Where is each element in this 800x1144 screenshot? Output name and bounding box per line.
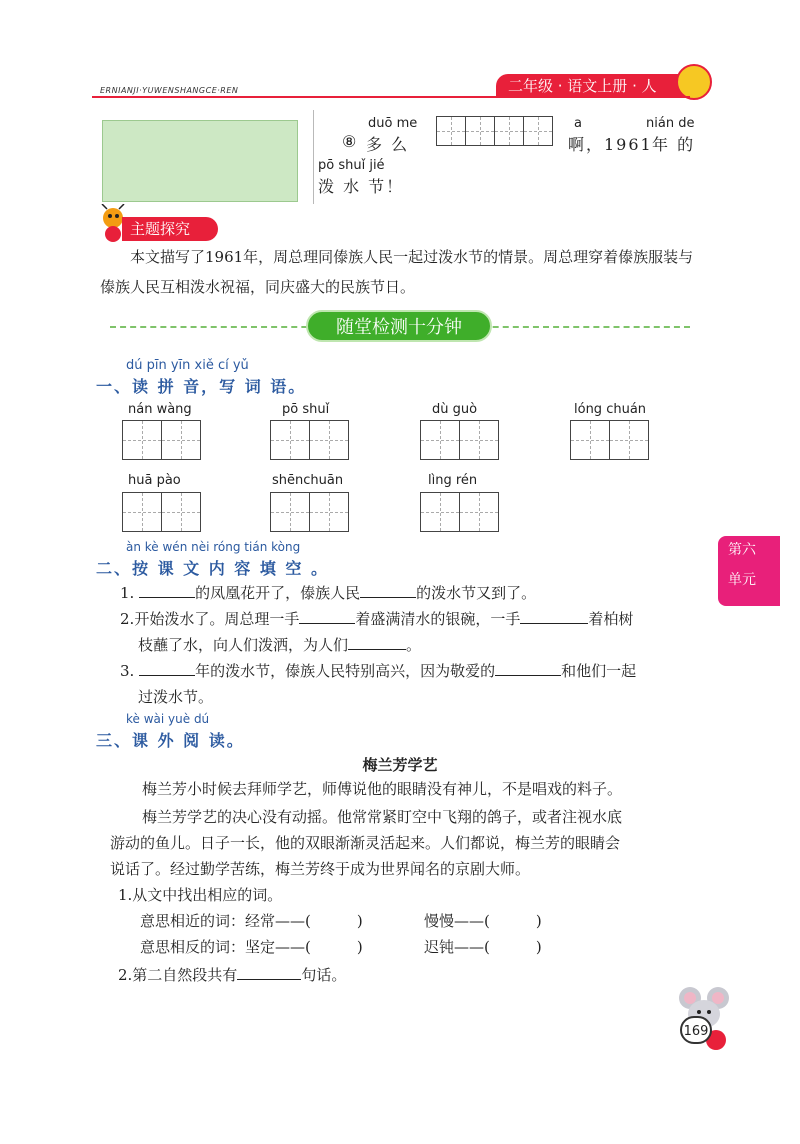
word-grid[interactable]: [570, 420, 648, 460]
q2-title: 二、按 课 文 内 容 填 空 。: [96, 559, 329, 578]
header-rule: [92, 96, 690, 98]
pinyin-niande: nián de: [646, 116, 695, 131]
slow-word-row: 慢慢——( ): [424, 912, 542, 930]
fill-blank[interactable]: [520, 609, 588, 624]
word-grid[interactable]: [122, 492, 200, 532]
ten-minute-banner: [110, 310, 690, 344]
word-pinyin: shēnchuān: [272, 473, 344, 488]
grid-cell[interactable]: [523, 116, 553, 146]
pinyin-a: a: [574, 116, 582, 131]
illustration-placeholder: [102, 120, 298, 202]
theme-text: 本文描写了1961年，周总理同傣族人民一起过泼水节的情景。周总理穿着傣族服装与傣族人民互相泼水祝福，同庆盛大的民族节日。: [100, 248, 694, 296]
divider: [313, 110, 314, 204]
article-paragraph: 梅兰芳学艺的决心没有动摇。他常常紧盯空中飞翔的鸽子，或者注视水底: [142, 808, 623, 826]
q1-pinyin: dú pīn yīn xiě cí yǔ: [126, 358, 249, 373]
q2-item-3-line2: 过泼水节。: [138, 688, 214, 706]
grid-cell[interactable]: [465, 116, 495, 146]
word-pinyin: lìng rén: [428, 473, 478, 488]
fill-blank[interactable]: [299, 609, 355, 624]
q2-item-1: 1. 的凤凰花开了，傣族人民 的泼水节又到了。: [120, 584, 537, 602]
item8-char-a: 啊，1961: [568, 135, 653, 154]
similar-words-row: 意思相近的词：经常——( ): [140, 912, 363, 930]
grade-tab: 二年级 · 语文上册 · 人: [496, 74, 692, 98]
dull-word-row: 迟钝——( ): [424, 938, 542, 956]
fill-blank[interactable]: [360, 583, 416, 598]
word-grid[interactable]: [420, 420, 498, 460]
side-tab-line1: 第六: [728, 542, 756, 558]
item8-chars-duome: 多 么: [366, 135, 410, 154]
unit-side-tab: [718, 536, 780, 606]
word-pinyin: lóng chuán: [574, 402, 647, 417]
fill-blank[interactable]: [139, 583, 195, 598]
fill-blank[interactable]: [237, 965, 301, 980]
fill-blank[interactable]: [348, 635, 406, 650]
item8-number: ⑧: [342, 132, 359, 151]
mascot-badge-icon: [676, 64, 712, 100]
word-pinyin: huā pào: [128, 473, 181, 488]
page-number: 169: [680, 1016, 712, 1044]
q1-title: 一、读 拼 音，写 词 语。: [96, 377, 307, 396]
word-pinyin: nán wàng: [128, 402, 192, 417]
side-tab-line2: 单元: [728, 572, 756, 588]
banner-label: 随堂检测十分钟: [306, 310, 492, 342]
q2-item-2-line2: 枝蘸了水，向人们泼洒，为人们 。: [138, 636, 422, 654]
article-paragraph: 说话了。经过勤学苦练，梅兰芳终于成为世界闻名的京剧大师。: [110, 860, 531, 878]
q3-sub2: 2.第二自然段共有 句话。: [118, 966, 347, 984]
word-grid[interactable]: [270, 492, 348, 532]
writing-grid[interactable]: [436, 116, 553, 146]
article-paragraph: 游动的鱼儿。日子一长，他的双眼渐渐灵活起来。人们都说，梅兰芳的眼睛会: [110, 834, 621, 852]
word-grid[interactable]: [122, 420, 200, 460]
article-title: 梅兰芳学艺: [362, 756, 438, 774]
q2-item-2: 2.开始泼水了。周总理一手 着盛满清水的银碗，一手 着柏树: [120, 610, 634, 628]
q3-pinyin: kè wài yuè dú: [126, 712, 210, 726]
article-paragraph: 梅兰芳小时候去拜师学艺，师傅说他的眼睛没有神儿，不是唱戏的料子。: [142, 780, 623, 798]
word-grid[interactable]: [420, 492, 498, 532]
pinyin-duome: duō me: [368, 116, 418, 131]
fill-blank[interactable]: [139, 661, 195, 676]
opposite-words-row: 意思相反的词：坚定——( ): [140, 938, 363, 956]
word-pinyin: pō shuǐ: [282, 402, 330, 417]
word-pinyin: dù guò: [432, 402, 478, 417]
grid-cell[interactable]: [494, 116, 524, 146]
q2-item-3: 3. 年的泼水节，傣族人民特别高兴，因为敬爱的 和他们一起: [120, 662, 637, 680]
grid-cell[interactable]: [436, 116, 466, 146]
pinyin-line2: pō shuǐ jié: [318, 158, 385, 173]
q3-title: 三、课 外 阅 读。: [96, 731, 245, 750]
header-pinyin-title: ERNIANJI·YUWENSHANGCE·REN: [100, 86, 239, 95]
q3-sub1: 1.从文中找出相应的词。: [118, 886, 283, 904]
item8-chars-niande: 年 的: [652, 135, 696, 154]
theme-label: 主题探究: [122, 217, 218, 241]
q2-pinyin: àn kè wén nèi róng tián kòng: [126, 540, 301, 554]
fill-blank[interactable]: [495, 661, 561, 676]
word-grid[interactable]: [270, 420, 348, 460]
item8-line2: 泼 水 节！: [318, 177, 405, 196]
